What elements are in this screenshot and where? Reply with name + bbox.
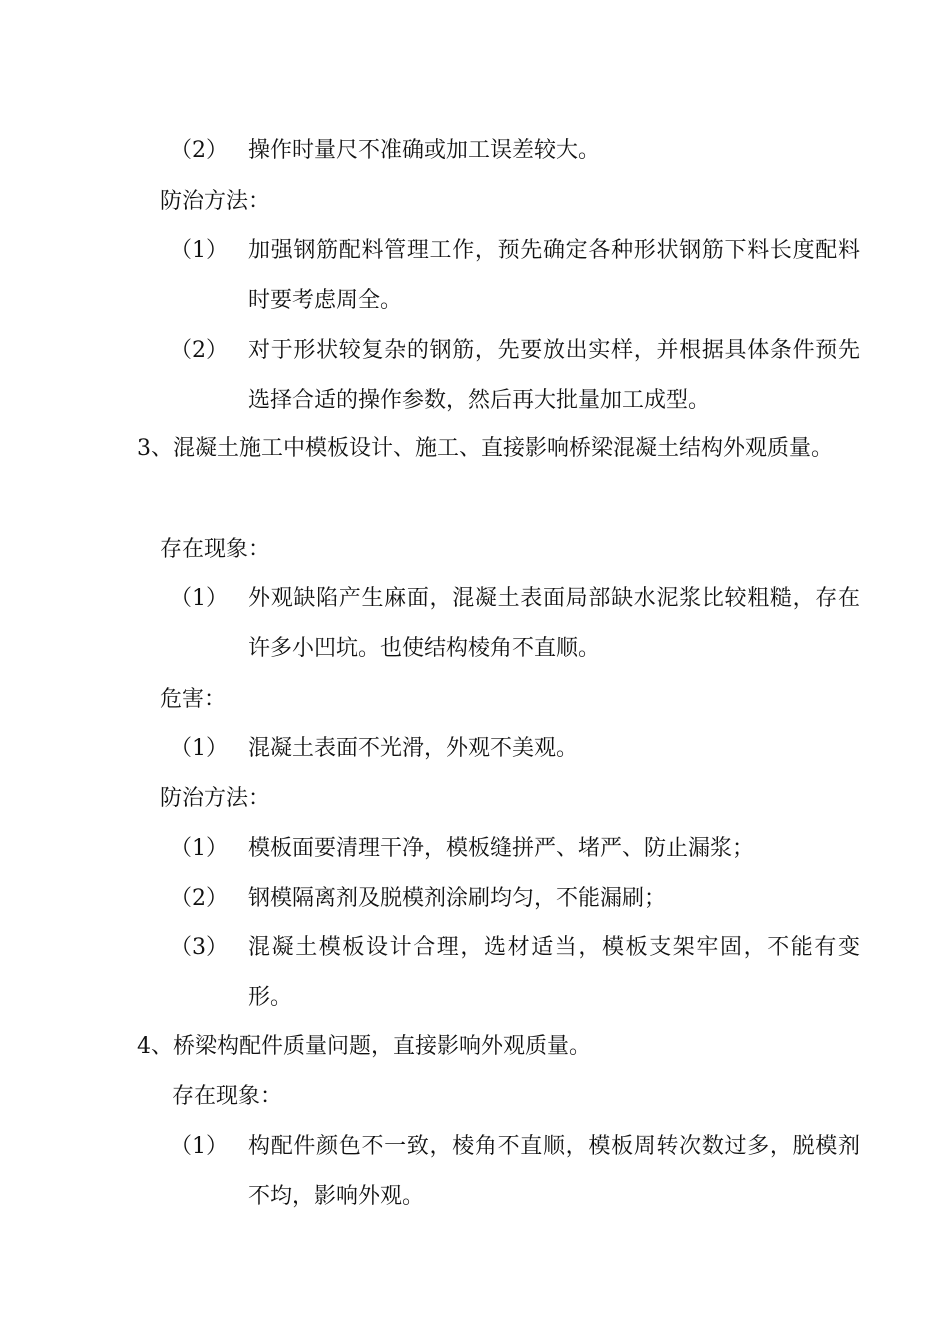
list-item-number: （2） — [170, 886, 228, 911]
list-item-text: 加强钢筋配料管理工作，预先确定各种形状钢筋下料长度配料时要考虑周全。 — [248, 238, 860, 313]
list-item-number: （1） — [170, 1134, 228, 1159]
list-item-text: 对于形状较复杂的钢筋，先要放出实样，并根据具体条件预先选择合适的操作参数，然后再大批量加工成型。 — [248, 338, 860, 413]
prevention-heading: 防治方法： — [160, 786, 271, 811]
list-item-text: 钢模隔离剂及脱模剂涂刷均匀，不能漏刷； — [248, 886, 667, 911]
list-item-text: 模板面要清理干净，模板缝拼严、堵严、防止漏浆； — [248, 836, 755, 861]
list-item-text: 混凝土模板设计合理，选材适当，模板支架牢固，不能有变形。 — [248, 935, 860, 1010]
section-heading-4: 4、桥梁构配件质量问题，直接影响外观质量。 — [137, 1034, 591, 1059]
list-item-text: 构配件颜色不一致，棱角不直顺，模板周转次数过多，脱模剂不均，影响外观。 — [248, 1134, 860, 1209]
list-item-text: 外观缺陷产生麻面，混凝土表面局部缺水泥浆比较粗糙，存在许多小凹坑。也使结构棱角不直顺。 — [248, 586, 860, 661]
list-item-number: （2） — [170, 338, 228, 363]
list-item-number: （1） — [170, 836, 228, 861]
list-item-number: （1） — [170, 736, 228, 761]
section-heading-3: 3、混凝土施工中模板设计、施工、直接影响桥梁混凝土结构外观质量。 — [137, 436, 833, 461]
phenomenon-heading: 存在现象： — [172, 1084, 283, 1109]
phenomenon-heading: 存在现象： — [160, 537, 271, 562]
harm-heading: 危害： — [160, 687, 227, 712]
list-item-number: （2） — [170, 138, 228, 163]
list-item-number: （1） — [170, 586, 228, 611]
list-item-number: （3） — [170, 935, 228, 960]
list-item-text: 操作时量尺不准确或加工误差较大。 — [248, 138, 601, 163]
prevention-heading: 防治方法： — [160, 189, 271, 214]
list-item-number: （1） — [170, 238, 228, 263]
list-item-text: 混凝土表面不光滑，外观不美观。 — [248, 736, 579, 761]
